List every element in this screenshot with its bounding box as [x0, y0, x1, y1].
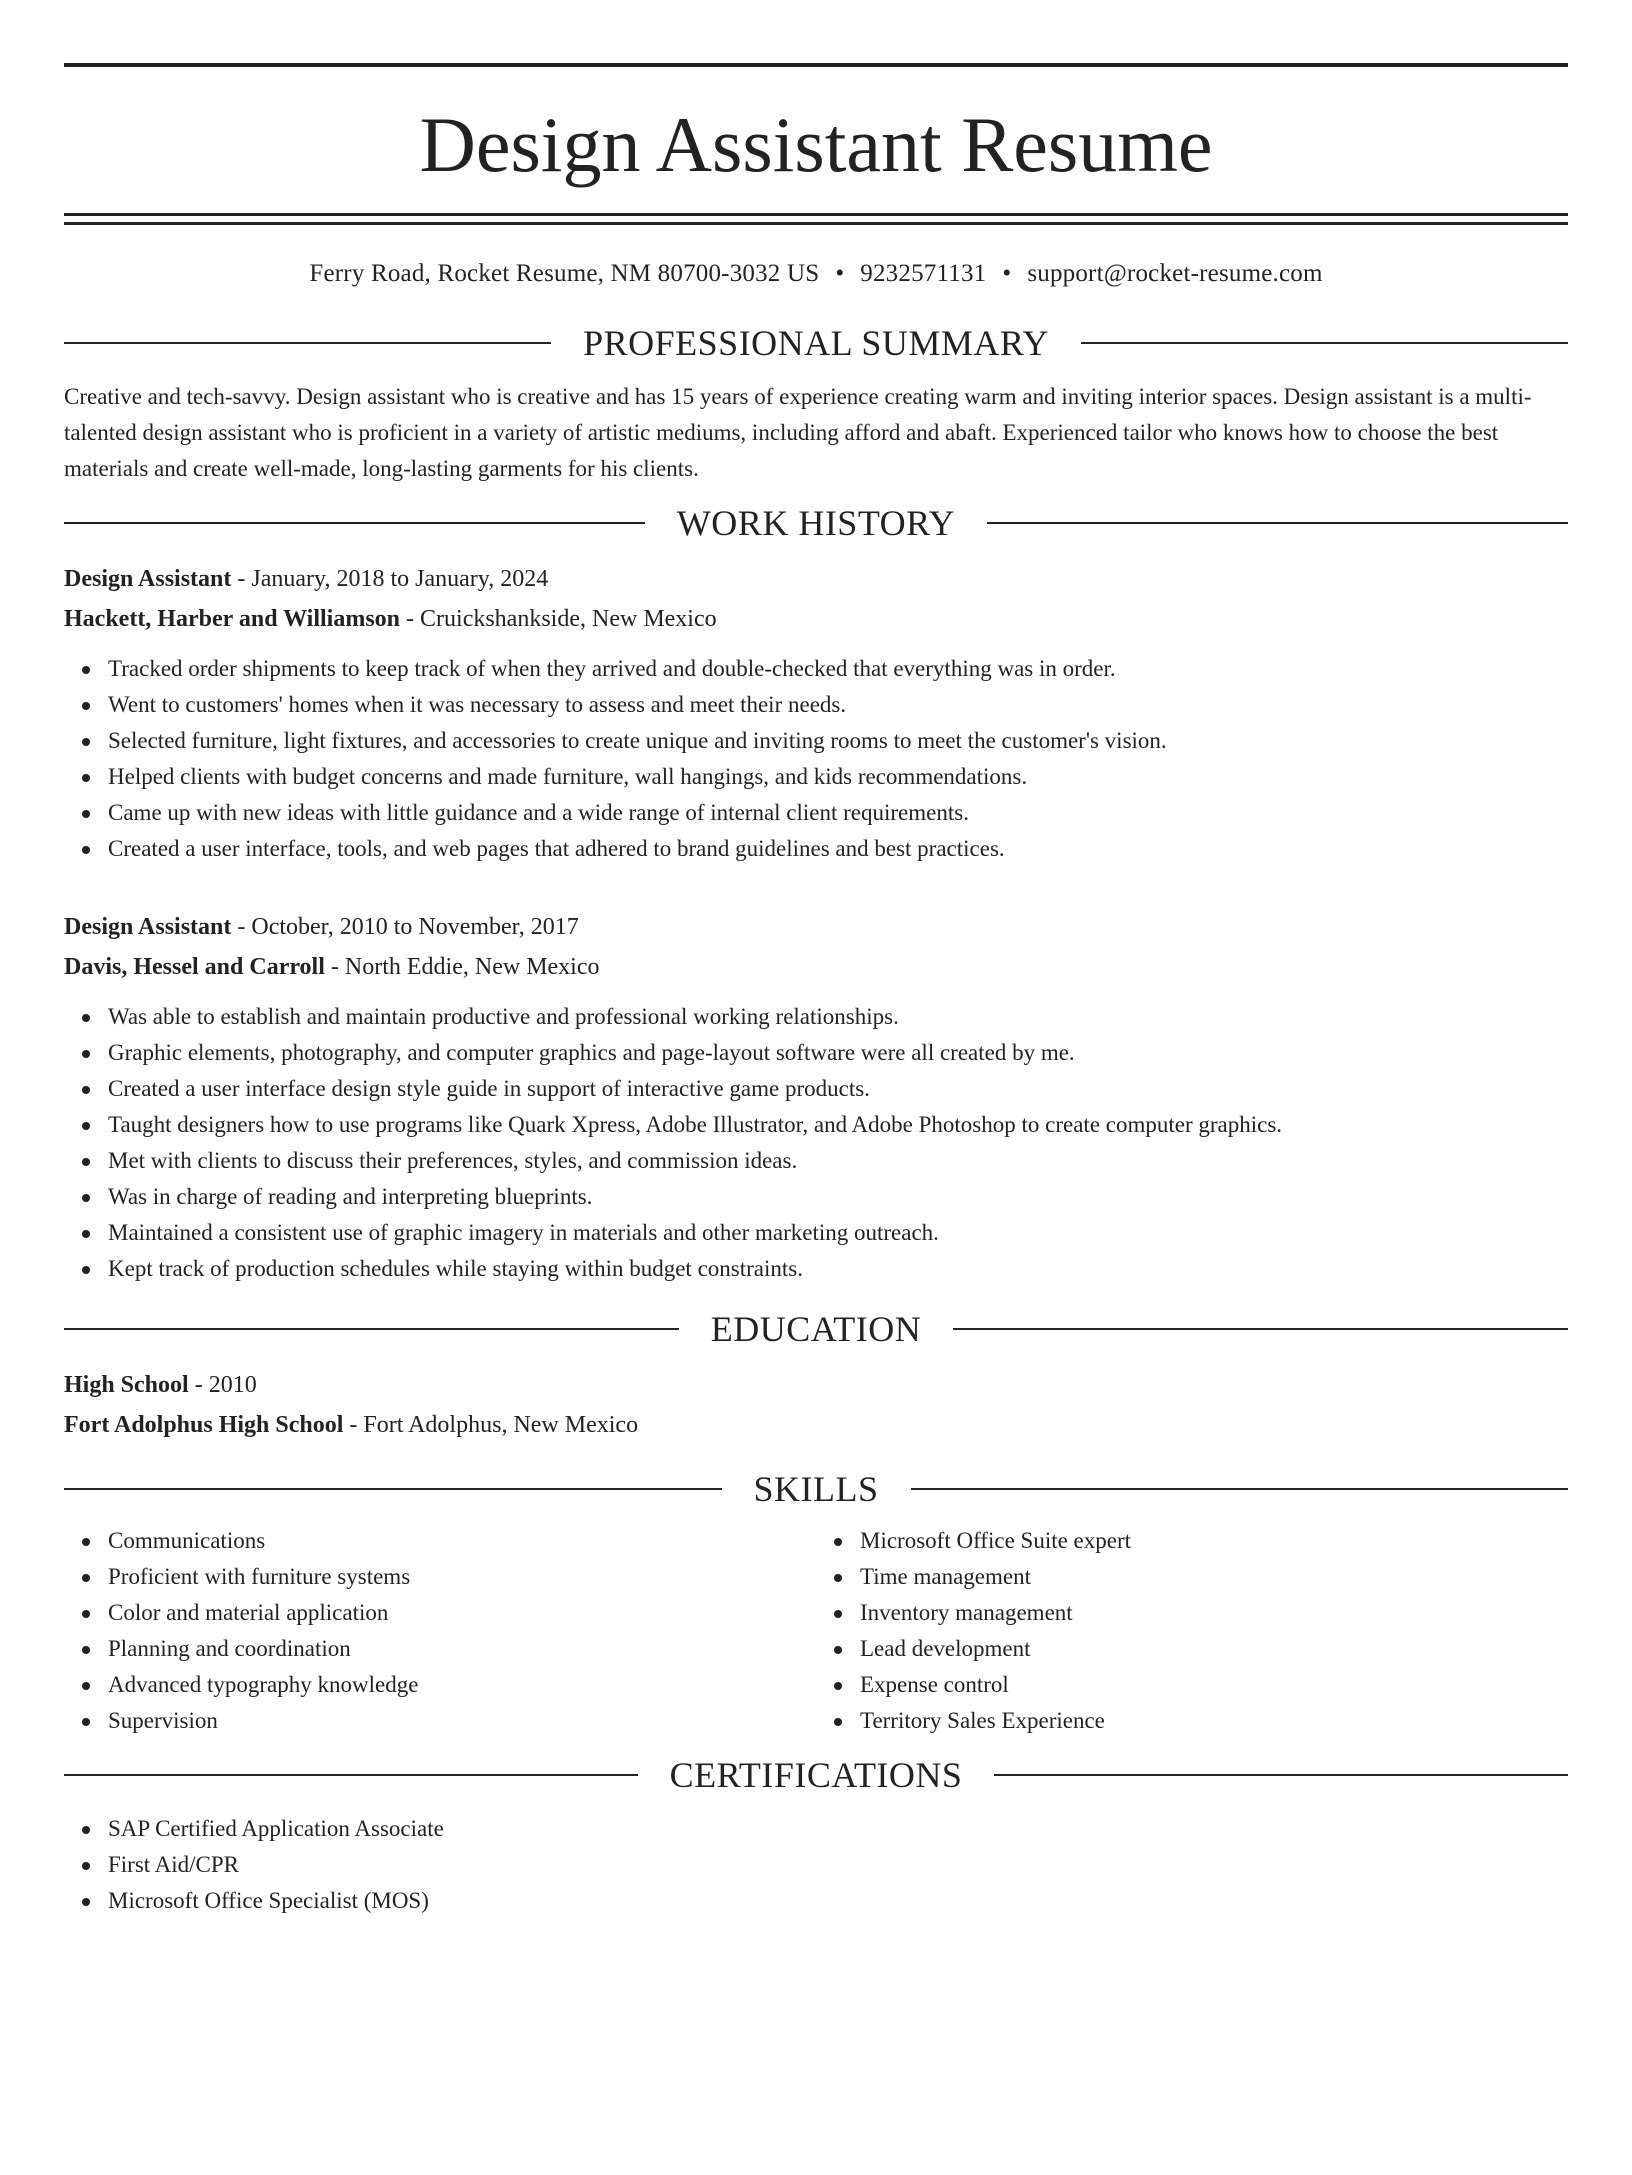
- education-entry: [64, 1365, 1568, 1445]
- skills-heading: [64, 1467, 1568, 1511]
- summary-heading-label: PROFESSIONAL SUMMARY: [583, 323, 1049, 363]
- list-item: Created a user interface, tools, and web pages that adhered to brand guidelines and best practices.: [108, 831, 1568, 867]
- list-item: Inventory management: [860, 1595, 1568, 1631]
- job-entry: [64, 559, 1568, 867]
- work-history-heading: [64, 501, 1568, 545]
- contact-separator: •: [835, 260, 845, 287]
- list-item: Met with clients to discuss their preferences, styles, and commission ideas.: [108, 1143, 1568, 1179]
- summary-heading: [64, 321, 1568, 365]
- heading-rule-right: [994, 1774, 1568, 1776]
- list-item: First Aid/CPR: [108, 1847, 1568, 1883]
- summary-text: Creative and tech-savvy. Design assistant who is creative and has 15 years of experience creating warm and inviting interior spaces. Design assistant is a multi-talented design assistant who is proficient in a variety of artistic mediums, including afford and abaft. Experienced tailor who knows how to choose the best materials and create well-made, long-lasting garments for his clients.: [64, 384, 1532, 481]
- list-item: Came up with new ideas with little guidance and a wide range of internal client requirements.: [108, 795, 1568, 831]
- certifications-heading-label: CERTIFICATIONS: [669, 1755, 963, 1795]
- job-company: Hackett, Harber and Williamson: [64, 606, 401, 632]
- list-item: Microsoft Office Specialist (MOS): [108, 1883, 1568, 1919]
- contact-email: support@rocket-resume.com: [1027, 260, 1323, 287]
- list-item: Lead development: [860, 1631, 1568, 1667]
- heading-rule-left: [64, 1328, 679, 1330]
- list-item: Territory Sales Experience: [860, 1703, 1568, 1739]
- education-school-line: [64, 1405, 1568, 1445]
- heading-rule-right: [1081, 342, 1568, 344]
- job-title: Design Assistant: [64, 914, 232, 940]
- work-history-heading-label: WORK HISTORY: [676, 503, 956, 543]
- job-title: Design Assistant: [64, 566, 232, 592]
- list-item: Expense control: [860, 1667, 1568, 1703]
- job-duties-list: [64, 999, 1568, 1287]
- job-company-line: [64, 599, 1568, 639]
- list-item: Communications: [108, 1523, 816, 1559]
- heading-rule-left: [64, 342, 551, 344]
- skills-list-left: [64, 1523, 816, 1739]
- list-item: Graphic elements, photography, and computer graphics and page-layout software were all created by me.: [108, 1035, 1568, 1071]
- education-heading: [64, 1307, 1568, 1351]
- list-item: Was in charge of reading and interpreting blueprints.: [108, 1179, 1568, 1215]
- heading-rule-right: [953, 1328, 1568, 1330]
- education-degree-line: [64, 1365, 1568, 1405]
- heading-rule-right: [911, 1488, 1569, 1490]
- certifications-list: [64, 1811, 1568, 1919]
- list-item: Selected furniture, light fixtures, and accessories to create unique and inviting rooms to meet the customer's vision.: [108, 723, 1568, 759]
- contact-phone: 9232571131: [860, 260, 987, 287]
- contact-separator: •: [1002, 260, 1012, 287]
- resume-page: [0, 63, 1632, 2175]
- heading-rule-left: [64, 522, 645, 524]
- heading-rule-left: [64, 1774, 638, 1776]
- job-duties-list: [64, 651, 1568, 867]
- list-item: SAP Certified Application Associate: [108, 1811, 1568, 1847]
- list-item: Time management: [860, 1559, 1568, 1595]
- job-location: - Cruickshankside, New Mexico: [400, 606, 717, 632]
- job-company: Davis, Hessel and Carroll: [64, 954, 325, 980]
- job-dates: - January, 2018 to January, 2024: [231, 566, 549, 592]
- list-item: Microsoft Office Suite expert: [860, 1523, 1568, 1559]
- job-location: - North Eddie, New Mexico: [324, 954, 600, 980]
- list-item: Proficient with furniture systems: [108, 1559, 816, 1595]
- list-item: Maintained a consistent use of graphic imagery in materials and other marketing outreach.: [108, 1215, 1568, 1251]
- heading-rule-right: [987, 522, 1568, 524]
- list-item: Taught designers how to use programs like Quark Xpress, Adobe Illustrator, and Adobe Photoshop to create computer graphics.: [108, 1107, 1568, 1143]
- list-item: Helped clients with budget concerns and made furniture, wall hangings, and kids recommendations.: [108, 759, 1568, 795]
- skills-heading-label: SKILLS: [753, 1469, 879, 1509]
- education-location: - Fort Adolphus, New Mexico: [343, 1412, 639, 1438]
- education-school: Fort Adolphus High School: [64, 1412, 344, 1438]
- certifications-section: [64, 1811, 1568, 1919]
- job-entry: [64, 907, 1568, 1287]
- skills-list-right: [816, 1523, 1568, 1739]
- list-item: Planning and coordination: [108, 1631, 816, 1667]
- certifications-heading: [64, 1753, 1568, 1797]
- list-item: Created a user interface design style guide in support of interactive game products.: [108, 1071, 1568, 1107]
- list-item: Kept track of production schedules while staying within budget constraints.: [108, 1251, 1568, 1287]
- contact-line: [64, 257, 1568, 291]
- list-item: Went to customers' homes when it was necessary to assess and meet their needs.: [108, 687, 1568, 723]
- title-double-rule: [64, 213, 1568, 225]
- list-item: Supervision: [108, 1703, 816, 1739]
- list-item: Tracked order shipments to keep track of when they arrived and double-checked that everything was in order.: [108, 651, 1568, 687]
- heading-rule-left: [64, 1488, 722, 1490]
- education-degree: High School: [64, 1372, 189, 1398]
- job-title-line: [64, 559, 1568, 599]
- page-title: Design Assistant Resume: [419, 101, 1213, 188]
- job-title-line: [64, 907, 1568, 947]
- list-item: Advanced typography knowledge: [108, 1667, 816, 1703]
- education-heading-label: EDUCATION: [710, 1309, 922, 1349]
- top-rule: [64, 63, 1568, 67]
- job-dates: - October, 2010 to November, 2017: [231, 914, 579, 940]
- job-company-line: [64, 947, 1568, 987]
- list-item: Color and material application: [108, 1595, 816, 1631]
- education-year: - 2010: [188, 1372, 257, 1398]
- skills-columns: [64, 1523, 1568, 1739]
- contact-address: Ferry Road, Rocket Resume, NM 80700-3032 US: [309, 260, 820, 287]
- list-item: Was able to establish and maintain productive and professional working relationships.: [108, 999, 1568, 1035]
